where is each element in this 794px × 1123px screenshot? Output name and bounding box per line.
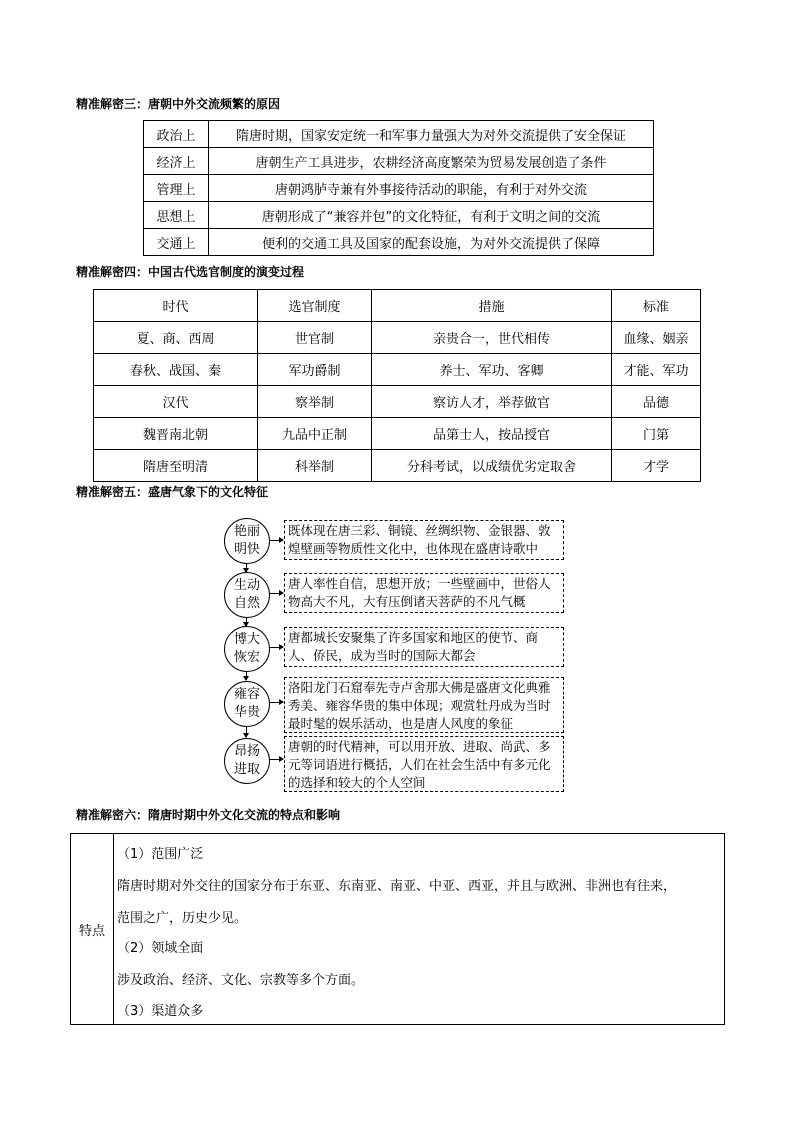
table-cell: 九品中正制 [258, 418, 372, 450]
table-row [144, 121, 654, 148]
table-cell: 品德 [612, 386, 701, 418]
table-cell: 亲贵合一，世代相传 [372, 322, 612, 354]
section4-heading: 精准解密四：中国古代选官制度的演变过程 [76, 265, 305, 279]
features-label: 特点 [71, 834, 114, 1024]
reason-text: 隋唐时期，国家安定统一和军事力量强大为对外交流提供了安全保证 [209, 121, 654, 148]
column-header: 时代 [94, 290, 258, 322]
table-row [144, 229, 654, 256]
node-label: 恢宏 [233, 650, 260, 665]
table-cell: 夏、商、西周 [94, 322, 258, 354]
table-row [144, 202, 654, 229]
section3-heading: 精准解密三：唐朝中外交流频繁的原因 [76, 97, 281, 111]
node-label: 昂扬 [233, 744, 260, 759]
table-cell: 魏晋南北朝 [94, 418, 258, 450]
reason-text: 便利的交通工具及国家的配套设施，为对外交流提供了保障 [209, 229, 654, 256]
table-cell: 品第士人，按品授官 [372, 418, 612, 450]
table-row [144, 148, 654, 175]
column-header: 措施 [372, 290, 612, 322]
section6-heading: 精准解密六：隋唐时期中外文化交流的特点和影响 [76, 808, 341, 822]
table-cell: 察访人才，举荐做官 [372, 386, 612, 418]
table-cell: 汉代 [94, 386, 258, 418]
culture-description: 唐都城长安聚集了许多国家和地区的使节、商人、侨民，成为当时的国际大都会 [284, 627, 564, 667]
table-cell: 察举制 [258, 386, 372, 418]
reason-text: 唐朝生产工具进步，农耕经济高度繁荣为贸易发展创造了条件 [209, 148, 654, 175]
arrow-right-icon [269, 759, 283, 760]
culture-description: 唐人率性自信，思想开放；一些壁画中，世俗人物高大不凡，大有压倒诸天菩萨的不凡气概 [284, 573, 564, 613]
table-cell: 军功爵制 [258, 354, 372, 386]
reason-category: 经济上 [144, 148, 209, 175]
table-cell: 门第 [612, 418, 701, 450]
node-label: 雍容 [233, 687, 260, 702]
feature-line: 隋唐时期对外交往的国家分布于东亚、东南亚、南亚、中亚、西亚，并且与欧洲、非洲也有往来， [117, 879, 677, 894]
feature-line: 范围之广，历史少见。 [117, 911, 248, 926]
features-box [70, 833, 725, 1025]
node-label: 自然 [233, 596, 260, 611]
node-label: 艳丽 [233, 524, 260, 539]
culture-description: 既体现在唐三彩、铜镜、丝绸织物、金银器、敦煌壁画等物质性文化中，也体现在盛唐诗歌中 [284, 520, 564, 560]
reason-category: 管理上 [144, 175, 209, 202]
arrow-down-icon [246, 563, 247, 572]
arrow-down-icon [246, 617, 247, 626]
table-cell: 才学 [612, 450, 701, 482]
table-cell: 养士、军功、客卿 [372, 354, 612, 386]
arrow-down-icon [246, 727, 247, 737]
arrow-right-icon [269, 647, 283, 648]
section5-heading: 精准解密五：盛唐气象下的文化特征 [76, 485, 269, 499]
feature-line: （2）领域全面 [117, 941, 204, 956]
arrow-right-icon [269, 702, 283, 703]
feature-line: （3）渠道众多 [117, 1004, 204, 1019]
node-label: 进取 [233, 762, 260, 777]
table-cell: 春秋、战国、秦 [94, 354, 258, 386]
feature-line: （1）范围广泛 [117, 847, 204, 862]
reason-text: 唐朝鸿胪寺兼有外事接待活动的职能，有利于对外交流 [209, 175, 654, 202]
reason-category: 思想上 [144, 202, 209, 229]
reason-category: 政治上 [144, 121, 209, 148]
node-label: 华贵 [233, 705, 260, 720]
culture-node [224, 626, 270, 672]
node-label: 明快 [233, 542, 260, 557]
table-header-row [94, 290, 701, 322]
column-header: 选官制度 [258, 290, 372, 322]
table-row [94, 418, 701, 450]
culture-node [224, 518, 270, 564]
table-cell: 隋唐至明清 [94, 450, 258, 482]
official-selection-table [93, 289, 701, 482]
culture-node [224, 681, 270, 727]
column-header: 标准 [612, 290, 701, 322]
arrow-right-icon [269, 593, 283, 594]
table-cell: 分科考试，以成绩优劣定取舍 [372, 450, 612, 482]
culture-node [224, 738, 270, 784]
arrow-down-icon [246, 671, 247, 680]
table-row [94, 450, 701, 482]
culture-description: 唐朝的时代精神，可以用开放、进取、尚武、多元等词语进行概括，人们在社会生活中有多元化的选择和较大的个人空间 [284, 736, 564, 792]
table-cell: 世官制 [258, 322, 372, 354]
table-row [94, 354, 701, 386]
reasons-table [143, 120, 654, 256]
arrow-right-icon [269, 540, 283, 541]
table-cell: 才能、军功 [612, 354, 701, 386]
node-label: 博大 [233, 632, 260, 647]
table-row [144, 175, 654, 202]
reason-category: 交通上 [144, 229, 209, 256]
table-cell: 科举制 [258, 450, 372, 482]
table-cell: 血缘、姻亲 [612, 322, 701, 354]
culture-node [224, 572, 270, 618]
node-label: 生动 [233, 578, 260, 593]
table-row [94, 386, 701, 418]
table-row [94, 322, 701, 354]
feature-line: 涉及政治、经济、文化、宗教等多个方面。 [117, 973, 365, 988]
reason-text: 唐朝形成了“兼容并包”的文化特征，有利于文明之间的交流 [209, 202, 654, 229]
culture-description: 洛阳龙门石窟奉先寺卢舍那大佛是盛唐文化典雅秀美、雍容华贵的集中体现；观赏牡丹成为当时最时髦的娱乐活动，也是唐人风度的象征 [284, 677, 564, 733]
